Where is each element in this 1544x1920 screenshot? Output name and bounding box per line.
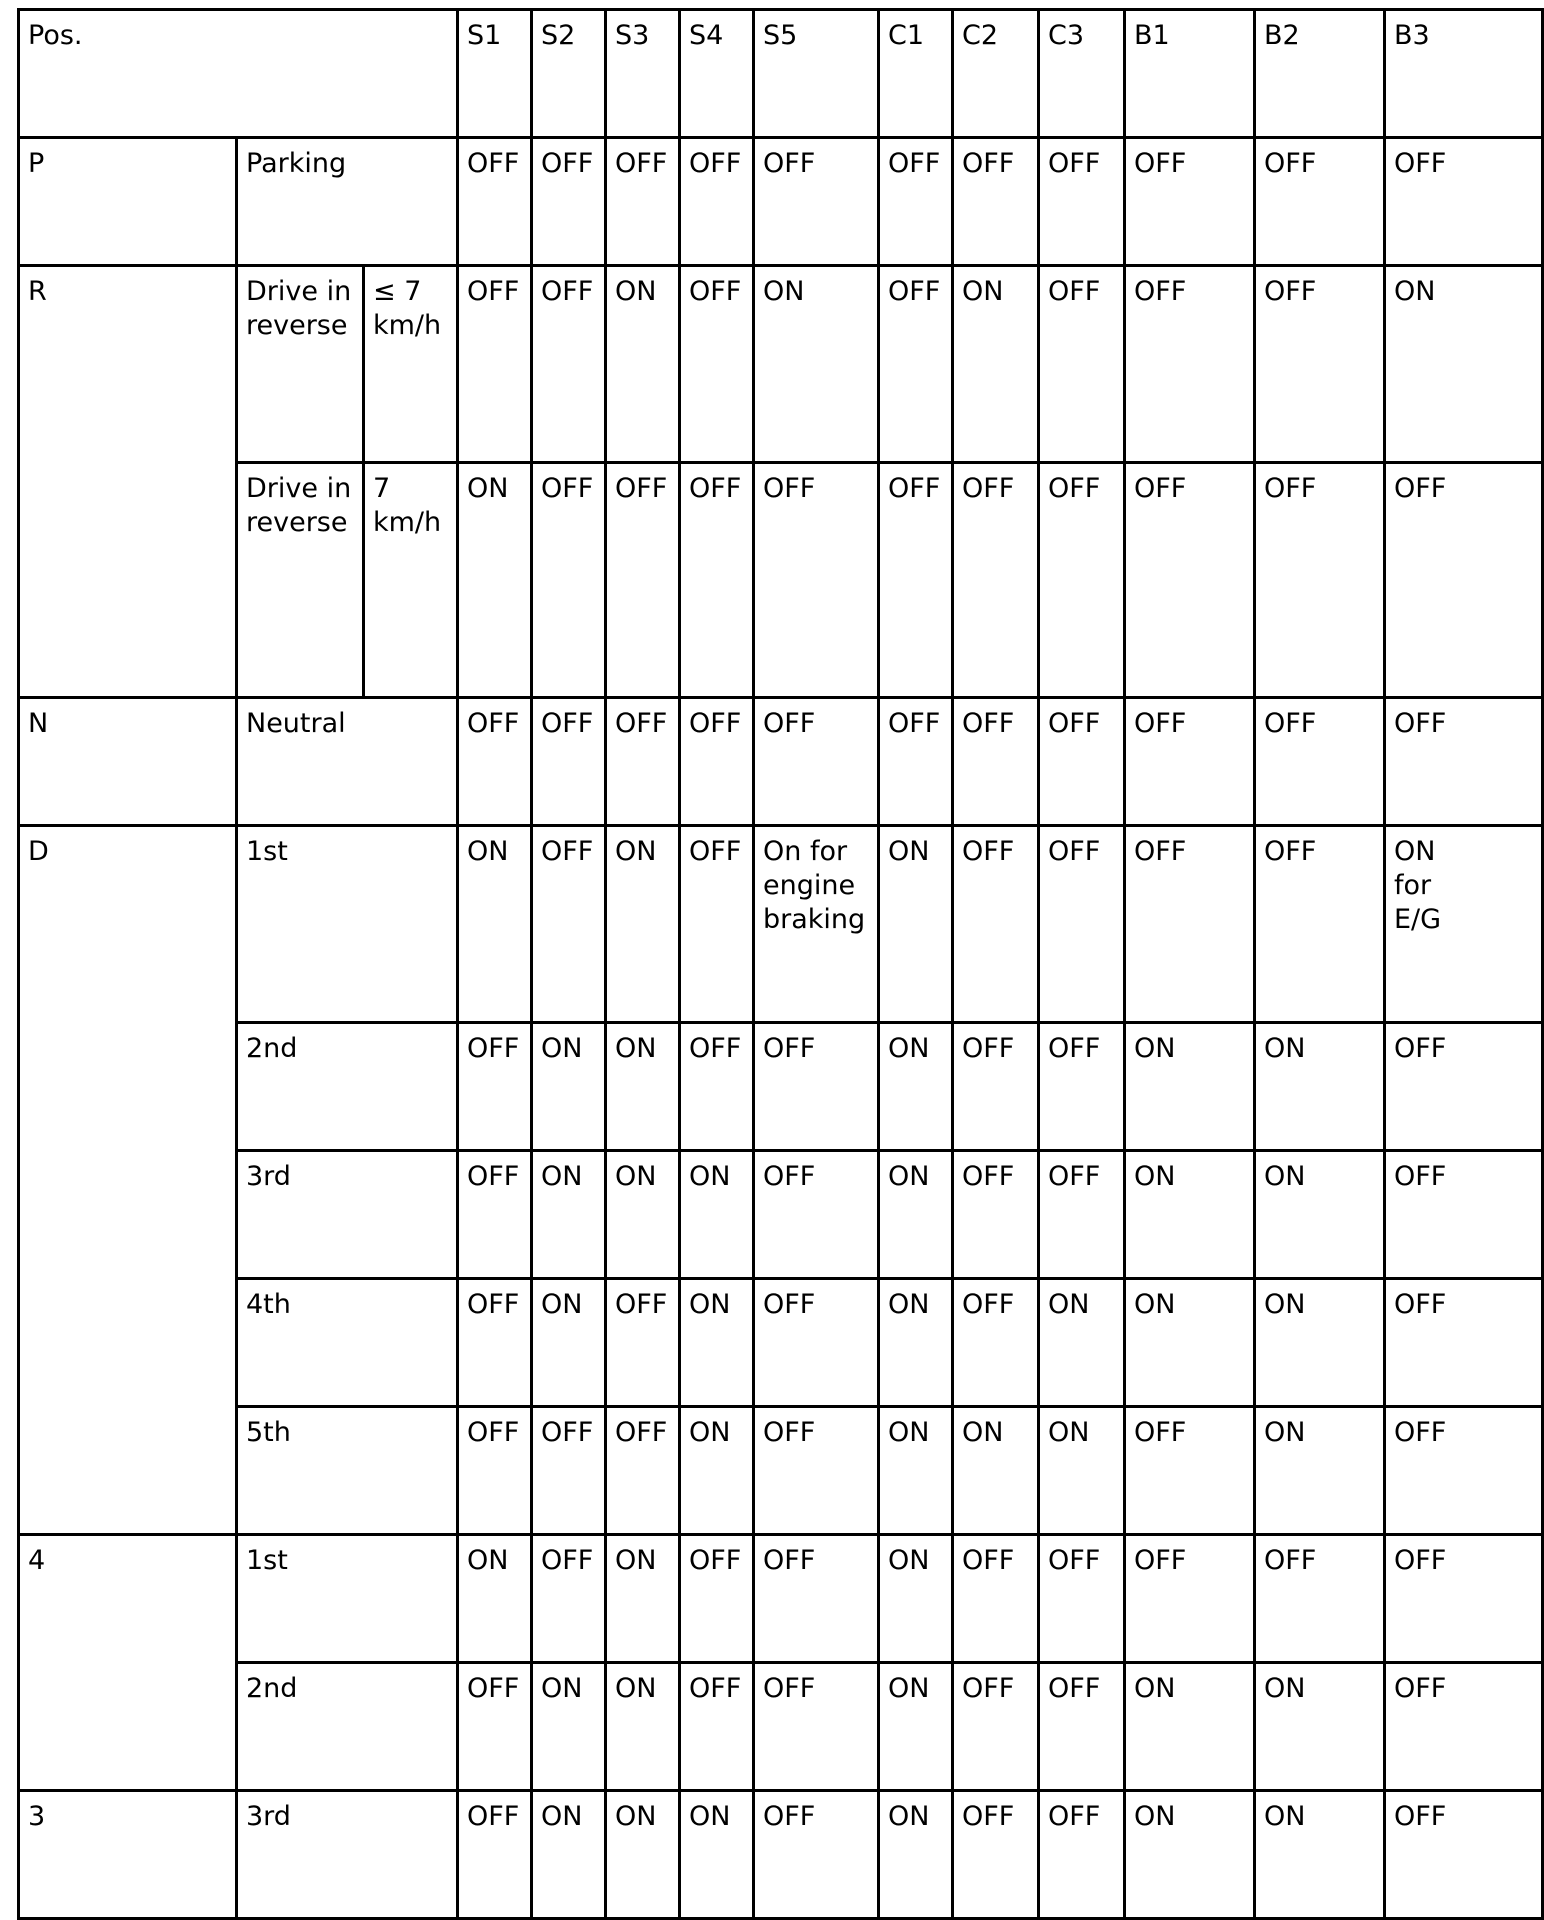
value-cell: OFF <box>680 138 754 266</box>
table-row <box>19 1535 1543 1663</box>
value-cell: ON <box>1255 1279 1385 1407</box>
table-row <box>19 1151 1543 1279</box>
value-cell: OFF <box>953 1663 1039 1791</box>
value-cell: OFF <box>1039 1791 1125 1919</box>
value-cell: OFF <box>532 826 606 1023</box>
value-cell: OFF <box>1039 1023 1125 1151</box>
value-cell: OFF <box>458 1791 532 1919</box>
value-cell: OFF <box>1385 1791 1543 1919</box>
value-cell: OFF <box>1125 826 1255 1023</box>
table-row <box>19 698 1543 826</box>
table-row <box>19 1279 1543 1407</box>
value-cell: OFF <box>1125 138 1255 266</box>
value-cell: OFF <box>754 1151 879 1279</box>
value-cell: OFF <box>953 1151 1039 1279</box>
value-cell: ON <box>680 1151 754 1279</box>
value-cell: ON <box>1255 1663 1385 1791</box>
value-cell: OFF <box>1039 1535 1125 1663</box>
value-cell: OFF <box>1385 1407 1543 1535</box>
value-cell: OFF <box>953 1023 1039 1151</box>
mode-cell: 5th <box>237 1407 458 1535</box>
value-cell: ON <box>1039 1279 1125 1407</box>
value-cell: ON <box>1125 1663 1255 1791</box>
value-cell: OFF <box>754 1023 879 1151</box>
value-cell: OFF <box>879 138 953 266</box>
value-cell: OFF <box>1255 826 1385 1023</box>
value-cell: OFF <box>1255 698 1385 826</box>
value-cell: OFF <box>754 463 879 698</box>
value-cell: OFF <box>606 1279 680 1407</box>
value-cell: ON <box>1255 1151 1385 1279</box>
value-cell: OFF <box>953 138 1039 266</box>
value-cell: OFF <box>953 1535 1039 1663</box>
value-cell: OFF <box>458 1279 532 1407</box>
value-cell: OFF <box>458 1151 532 1279</box>
mode-cell: 3rd <box>237 1151 458 1279</box>
value-cell: OFF <box>879 463 953 698</box>
value-cell: ON <box>1039 1407 1125 1535</box>
value-cell: OFF <box>1385 1151 1543 1279</box>
pos-cell: P <box>19 138 237 266</box>
value-cell: OFF <box>754 1279 879 1407</box>
value-cell: OFF <box>606 138 680 266</box>
value-cell: OFF <box>953 698 1039 826</box>
value-cell: OFF <box>532 698 606 826</box>
value-cell: OFF <box>680 1535 754 1663</box>
value-cell: OFF <box>1385 1279 1543 1407</box>
table-row <box>19 1407 1543 1535</box>
value-cell: OFF <box>754 1663 879 1791</box>
value-cell: OFF <box>532 1407 606 1535</box>
value-cell: ON <box>680 1407 754 1535</box>
table-row <box>19 1663 1543 1791</box>
mode-cell: 2nd <box>237 1663 458 1791</box>
value-cell: OFF <box>879 698 953 826</box>
value-cell: OFF <box>754 1407 879 1535</box>
value-cell: ON <box>953 266 1039 463</box>
mode-cell: Drive in reverse <box>237 266 364 463</box>
mode-cell: 1st <box>237 1535 458 1663</box>
value-cell: OFF <box>1125 1535 1255 1663</box>
table-row <box>19 463 1543 698</box>
value-cell: ON <box>680 1791 754 1919</box>
header-s1: S1 <box>458 10 532 138</box>
value-cell: OFF <box>458 698 532 826</box>
header-row <box>19 10 1543 138</box>
value-cell: OFF <box>532 138 606 266</box>
value-cell: OFF <box>1125 698 1255 826</box>
value-cell: OFF <box>1039 138 1125 266</box>
value-cell: ON <box>532 1663 606 1791</box>
value-cell: OFF <box>532 463 606 698</box>
header-b1: B1 <box>1125 10 1255 138</box>
value-cell: ON <box>879 1535 953 1663</box>
value-cell: ON <box>606 1663 680 1791</box>
value-cell: OFF <box>1255 463 1385 698</box>
table-row <box>19 138 1543 266</box>
shift-table <box>17 8 1544 1920</box>
value-cell: ON <box>606 266 680 463</box>
value-cell: ON <box>1125 1023 1255 1151</box>
value-cell: OFF <box>1385 698 1543 826</box>
value-cell: ON <box>879 826 953 1023</box>
value-cell: ON <box>879 1151 953 1279</box>
pos-cell: D <box>19 826 237 1535</box>
value-cell: ON <box>532 1279 606 1407</box>
value-cell: OFF <box>458 266 532 463</box>
value-cell: OFF <box>458 138 532 266</box>
header-s5: S5 <box>754 10 879 138</box>
value-cell: OFF <box>1385 1023 1543 1151</box>
pos-cell: 3 <box>19 1791 237 1919</box>
value-cell: OFF <box>458 1023 532 1151</box>
value-cell: ON <box>532 1791 606 1919</box>
value-cell: OFF <box>458 1663 532 1791</box>
value-cell: OFF <box>1039 698 1125 826</box>
value-cell: ON <box>754 266 879 463</box>
value-cell: OFF <box>532 266 606 463</box>
value-cell: On for engine braking <box>754 826 879 1023</box>
table-row <box>19 1791 1543 1919</box>
value-cell: OFF <box>680 1023 754 1151</box>
value-cell: OFF <box>1255 138 1385 266</box>
value-cell: ON <box>606 1535 680 1663</box>
value-cell: OFF <box>1039 266 1125 463</box>
value-cell: ON <box>606 1791 680 1919</box>
value-cell: ON <box>879 1407 953 1535</box>
value-cell: ON <box>1125 1279 1255 1407</box>
value-cell: ON <box>1125 1791 1255 1919</box>
header-b3: B3 <box>1385 10 1543 138</box>
value-cell: OFF <box>606 698 680 826</box>
header-s2: S2 <box>532 10 606 138</box>
value-cell: OFF <box>953 826 1039 1023</box>
value-cell: OFF <box>1039 826 1125 1023</box>
value-cell: ON <box>458 463 532 698</box>
pos-cell: R <box>19 266 237 698</box>
value-cell: ON <box>879 1023 953 1151</box>
value-cell: ON <box>879 1791 953 1919</box>
header-c3: C3 <box>1039 10 1125 138</box>
value-cell: ON <box>1255 1791 1385 1919</box>
header-s4: S4 <box>680 10 754 138</box>
value-cell: OFF <box>1385 1663 1543 1791</box>
value-cell: OFF <box>1125 463 1255 698</box>
value-cell: ON <box>532 1023 606 1151</box>
table-row <box>19 1023 1543 1151</box>
value-cell: OFF <box>754 1791 879 1919</box>
value-cell: ON <box>879 1663 953 1791</box>
value-cell: OFF <box>680 826 754 1023</box>
mode-cell: 2nd <box>237 1023 458 1151</box>
mode-cell: Parking <box>237 138 458 266</box>
value-cell: OFF <box>953 463 1039 698</box>
speed-cell: ≤ 7 km/h <box>364 266 458 463</box>
value-cell: ON <box>606 1151 680 1279</box>
value-cell: ON <box>680 1279 754 1407</box>
value-cell: OFF <box>680 266 754 463</box>
value-cell: OFF <box>680 1663 754 1791</box>
value-cell: ON <box>1125 1151 1255 1279</box>
value-cell: ON <box>458 826 532 1023</box>
value-cell: OFF <box>1039 463 1125 698</box>
value-cell: OFF <box>680 698 754 826</box>
pos-cell: 4 <box>19 1535 237 1791</box>
value-cell <box>1385 826 1543 1023</box>
value-cell: OFF <box>1385 463 1543 698</box>
value-cell: OFF <box>1385 138 1543 266</box>
value-cell: ON <box>1255 1023 1385 1151</box>
value-cell: OFF <box>1255 1535 1385 1663</box>
value-cell: OFF <box>1385 1535 1543 1663</box>
value-cell: OFF <box>532 1535 606 1663</box>
value-cell: OFF <box>458 1407 532 1535</box>
value-cell: ON <box>1255 1407 1385 1535</box>
value-cell: ON <box>606 1023 680 1151</box>
value-cell: OFF <box>754 1535 879 1663</box>
table-row <box>19 266 1543 463</box>
value-cell: OFF <box>606 1407 680 1535</box>
value-cell: ON <box>1385 266 1543 463</box>
value-cell: ON <box>879 1279 953 1407</box>
header-b2: B2 <box>1255 10 1385 138</box>
value-cell: ON <box>606 826 680 1023</box>
pos-cell: N <box>19 698 237 826</box>
header-pos: Pos. <box>19 10 458 138</box>
mode-cell: 3rd <box>237 1791 458 1919</box>
value-cell: ON <box>953 1407 1039 1535</box>
header-c2: C2 <box>953 10 1039 138</box>
value-cell: ON <box>532 1151 606 1279</box>
value-cell: OFF <box>953 1279 1039 1407</box>
value-cell: OFF <box>1255 266 1385 463</box>
value-cell: OFF <box>1039 1151 1125 1279</box>
value-cell: ON <box>458 1535 532 1663</box>
speed-cell: 7 km/h <box>364 463 458 698</box>
value-cell: OFF <box>754 698 879 826</box>
value-cell: OFF <box>1125 266 1255 463</box>
value-cell: OFF <box>754 138 879 266</box>
mode-cell: Drive in reverse <box>237 463 364 698</box>
header-s3: S3 <box>606 10 680 138</box>
value-cell-text: ON for E/G <box>1394 836 1442 935</box>
value-cell: OFF <box>1125 1407 1255 1535</box>
value-cell: OFF <box>680 463 754 698</box>
mode-cell: 1st <box>237 826 458 1023</box>
table-row <box>19 826 1543 1023</box>
value-cell: OFF <box>879 266 953 463</box>
table-viewport <box>17 8 1447 1846</box>
value-cell: OFF <box>953 1791 1039 1919</box>
mode-cell: 4th <box>237 1279 458 1407</box>
value-cell: OFF <box>1039 1663 1125 1791</box>
value-cell: OFF <box>606 463 680 698</box>
header-c1: C1 <box>879 10 953 138</box>
mode-cell: Neutral <box>237 698 458 826</box>
